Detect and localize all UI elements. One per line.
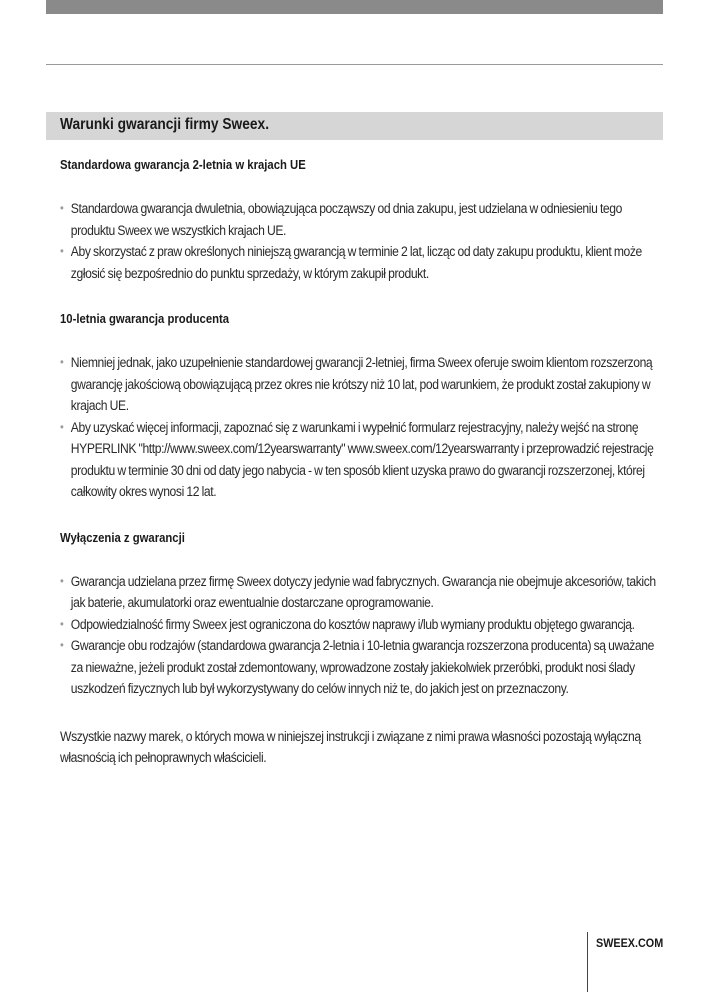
- bullet-dot-icon: •: [60, 419, 64, 434]
- page-title: Warunki gwarancji firmy Sweex.: [60, 116, 270, 133]
- list-item-text: Standardowa gwarancja dwuletnia, obowiązująca począwszy od dnia zakupu, jest udzielana w odniesieniu tego produktu Sweex we wszystkich krajach UE.: [70, 201, 622, 238]
- document-body: [60, 156, 660, 769]
- list-item: [60, 417, 665, 503]
- list-item: [60, 198, 665, 241]
- footer-divider: [587, 932, 588, 992]
- bullet-dot-icon: •: [60, 573, 64, 588]
- list-item-text: Gwarancje obu rodzajów (standardowa gwarancja 2-letnia i 10-letnia gwarancja rozszerzona producenta) są uważane za nieważne, jeżeli produkt został zdemontowany, wprowadzone zostały jakiekolwiek przeróbki, produkt nosi ślady uszkodzeń fizycznych lub był wykorzystywany do celów innych niż te, do jakich jest on przeznaczony.: [70, 638, 654, 696]
- bullet-dot-icon: •: [60, 244, 64, 258]
- bullet-dot-icon: •: [60, 616, 64, 631]
- list-item-text: Odpowiedzialność firmy Sweex jest ograniczona do kosztów naprawy i/lub wymiany produktu objętego gwarancją.: [70, 616, 635, 632]
- section-standard-warranty: [60, 156, 660, 284]
- bullet-dot-icon: •: [60, 201, 64, 215]
- bullet-list: [60, 571, 660, 700]
- section-heading: Standardowa gwarancja 2-letnia w krajach UE: [60, 157, 306, 172]
- section-manufacturer-warranty: [60, 310, 660, 503]
- list-item: [60, 241, 665, 284]
- top-header-bar: [46, 0, 663, 14]
- title-banner: [46, 112, 663, 140]
- bullet-dot-icon: •: [60, 355, 64, 369]
- section-heading: Wyłączenia z gwarancji: [60, 529, 185, 545]
- list-item-text: Aby skorzystać z praw określonych niniejszą gwarancją w terminie 2 lat, licząc od daty zakupu produktu, klient może zgłosić się bezpośrednio do punktu sprzedaży, w którym zakupił produkt.: [70, 244, 642, 281]
- list-item-text: Niemniej jednak, jako uzupełnienie standardowej gwarancji 2-letniej, firma Sweex oferuje swoim klientom rozszerzoną gwarancję jakościową obowiązującą przez okres nie krótszy niż 10 lat, pod warunkiem, że produkt został zakupiony w krajach UE.: [70, 355, 653, 413]
- list-item: [60, 352, 665, 417]
- footer-brand: SWEEX.COM: [596, 936, 664, 950]
- section-warranty-exclusions: [60, 529, 660, 700]
- bullet-dot-icon: •: [60, 638, 64, 652]
- list-item: [60, 635, 665, 700]
- list-item: [60, 571, 665, 614]
- section-heading: 10-letnia gwarancja producenta: [60, 311, 230, 326]
- list-item: [60, 614, 665, 636]
- trademark-notice: Wszystkie nazwy marek, o których mowa w niniejszej instrukcji i związane z nimi prawa własności pozostają wyłączną własnością ich pełnoprawnych właścicieli.: [60, 728, 641, 765]
- bullet-list: [60, 198, 660, 284]
- bullet-list: [60, 352, 660, 503]
- list-item-text: Aby uzyskać więcej informacji, zapoznać się z warunkami i wypełnić formularz rejestracyjny, należy wejść na stronę HYPERLINK "http://www.sweex.com/12yearswarranty" www.sweex.com/12yearswarranty i przeprowadzić rejestrację produktu w terminie 30 dni od daty jego nabycia - w ten sposób klient uzyska prawo do gwarancji rozszerzonej, której całkowity okres wynosi 12 lat.: [70, 419, 654, 499]
- list-item-text: Gwarancja udzielana przez firmę Sweex dotyczy jedynie wad fabrycznych. Gwarancja nie obejmuje akcesoriów, takich jak baterie, akumulatorki oraz ewentualnie dostarczane oprogramowanie.: [70, 573, 656, 610]
- header-divider: [46, 64, 663, 65]
